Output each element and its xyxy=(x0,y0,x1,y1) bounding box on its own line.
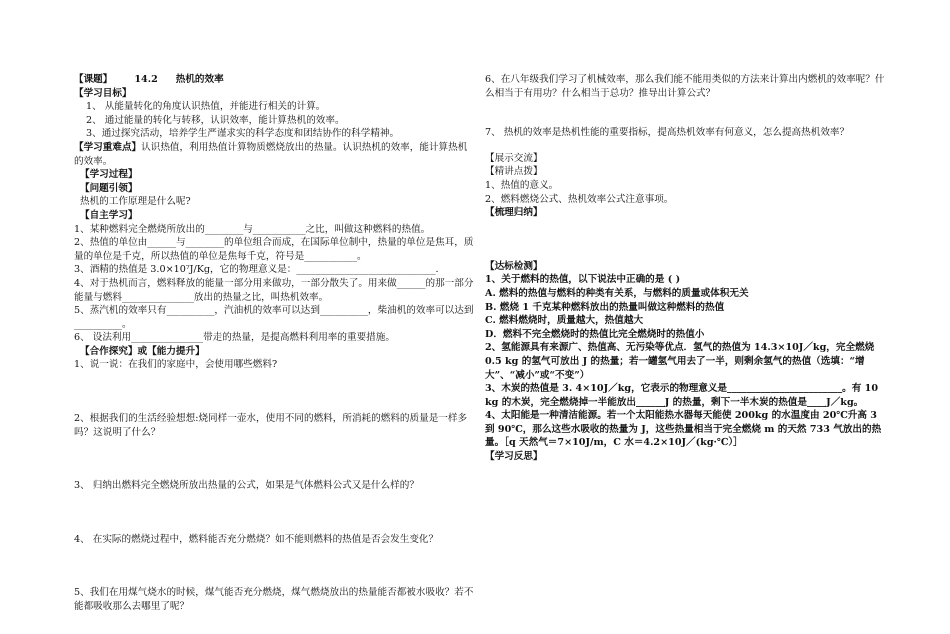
self-study-item: 2、热值的单位由______与________的单位组合而成，在国际单位制中，热量的单位是焦耳，质量的单位是千克，所以热值的单位是焦每千克，符号是___________。 xyxy=(74,237,474,262)
summary-header: 【梳理归纳】 xyxy=(485,207,543,219)
test-question-2: 2、氢能源具有来源广、热值高、无污染等优点．氢气的热值为 14.3×10J／kg，完全燃烧 0.5 kg 的氢气可放出 J 的热量；若一罐氢气用去了一半，则剩余氢气的热值（选填：“增大”、“减小”或“不变”） xyxy=(485,342,875,381)
key-text: 认识热值，利用热值计算物质燃烧放出的热量。认识热机的效率，能计算热机的效率。 xyxy=(74,141,468,167)
title-number: 14.2 xyxy=(134,74,158,85)
lecture-header: 【精讲点拨】 xyxy=(485,166,543,178)
test-option: A. 燃料的热值与燃料的种类有关系，与燃料的质量或体积无关 xyxy=(485,287,749,299)
cooperation-header: 【合作探究】或【能力提升】 xyxy=(80,345,205,357)
lecture-item: 1、热值的意义。 xyxy=(485,179,559,191)
test-question-4: 4、太阳能是一种清洁能源。若一个太阳能热水器每天能使 200kg 的水温度由 20℃升高 3 到 90℃，那么这些水吸收的热量为 J，这些热量相当于完全燃烧 m 的天然 733 气放出的热量。［q 天然气＝7×10J/m，C 水＝4.2×10J／(kg·℃）］ xyxy=(485,410,882,449)
self-study-item: 6、 设法利用_______________带走的热量，是提高燃料利用率的重要措施。 xyxy=(74,332,395,344)
cooperation-item: 5、我们在用煤气烧水的时候，煤气能否充分燃烧，煤气燃烧放出的热量能否都被水吸收？若不能都吸收那么去哪里了呢？ xyxy=(74,587,474,613)
test-header: 【达标检测】 xyxy=(485,260,543,272)
goal-item: 3、通过探究活动，培养学生严谨求实的科学态度和团结协作的科学精神。 xyxy=(86,128,400,140)
right-column xyxy=(485,73,885,464)
title-text: 热机的效率 xyxy=(175,74,224,85)
show-header: 【展示交流】 xyxy=(485,152,543,164)
title-tag: 【课题】 xyxy=(74,74,113,85)
left-column xyxy=(74,73,474,614)
question-7: 7、 热机的效率是热机性能的重要指标，提高热机效率有何意义，怎么提高热机效率？ xyxy=(485,127,850,139)
test-question-1: 1、关于燃料的热值，以下说法中正确的是 ( ) xyxy=(485,274,681,286)
lecture-item: 2、燃料燃烧公式、热机效率公式注意事项。 xyxy=(485,193,674,205)
cooperation-item: 3、 归纳出燃料完全燃烧所放出热量的公式，如果是气体燃料公式又是什么样的？ xyxy=(74,480,419,492)
test-option: B. 燃烧 1 千克某种燃料放出的热量叫做这种燃料的热值 xyxy=(485,301,725,313)
test-question-3: 3、木炭的热值是 3. 4×10J／kg，它表示的物理意义是________________________。有 10 kg 的木炭，完全燃烧掉一半能放出______J 的热量，剩下一半木炭的热值是____J／kg。 xyxy=(485,383,879,408)
key-header: 【学习重难点】 xyxy=(74,141,142,153)
cooperation-item: 2、根据我们的生活经验想想:烧同样一壶水，使用不同的燃料，所消耗的燃料的质量是一样多吗？这说明了什么？ xyxy=(74,413,468,438)
test-option: D．燃料不完全燃烧时的热值比完全燃烧时的热值小 xyxy=(485,328,705,340)
self-study-header: 【自主学习】 xyxy=(80,209,138,221)
goal-item: 1、 从能量转化的角度认识热值，并能进行相关的计算。 xyxy=(86,101,326,113)
question-text: 热机的工作原理是什么呢? xyxy=(80,196,191,208)
goals-header: 【学习目标】 xyxy=(74,87,132,99)
cooperation-item: 1、说一说：在我们的家庭中，会使用哪些燃料? xyxy=(74,359,278,371)
process-header: 【学习过程】 xyxy=(80,169,138,181)
lesson-title xyxy=(74,73,474,87)
question-header: 【问题引领】 xyxy=(80,182,138,194)
self-study-item: 4、对于热机而言，燃料释放的能量一部分用来做功，一部分散失了。用来做______的那一部分能量与燃料_______________放出的热量之比，叫热机效率。 xyxy=(74,277,474,303)
reflection-header: 【学习反思】 xyxy=(485,451,543,463)
key-points xyxy=(74,141,474,168)
self-study-item: 1、某种燃料完全燃烧所放出的________与___________之比，叫做这种燃料的热值。 xyxy=(74,223,431,235)
question-6: 6、在八年级我们学习了机械效率，那么我们能不能用类似的方法来计算出内燃机的效率呢？什么相当于有用功？什么相当于总功？推导出计算公式？ xyxy=(485,74,885,99)
test-option: C. 燃料燃烧时，质量越大，热值越大 xyxy=(485,315,644,327)
self-study-item: 3、酒精的热值是 3.0×10⁷J/Kg，它的物理意义是：_____________________________. xyxy=(74,264,439,276)
cooperation-item: 4、 在实际的燃烧过程中，燃料能否充分燃烧？如不能则燃料的热值是否会发生变化？ xyxy=(74,533,439,545)
self-study-item: 5、蒸汽机的效率只有__________，汽油机的效率可以达到__________，柴油机的效率可以达到__________。 xyxy=(74,305,474,330)
goal-item: 2、 通过能量的转化与转移，认识效率，能计算热机的效率。 xyxy=(86,114,345,126)
